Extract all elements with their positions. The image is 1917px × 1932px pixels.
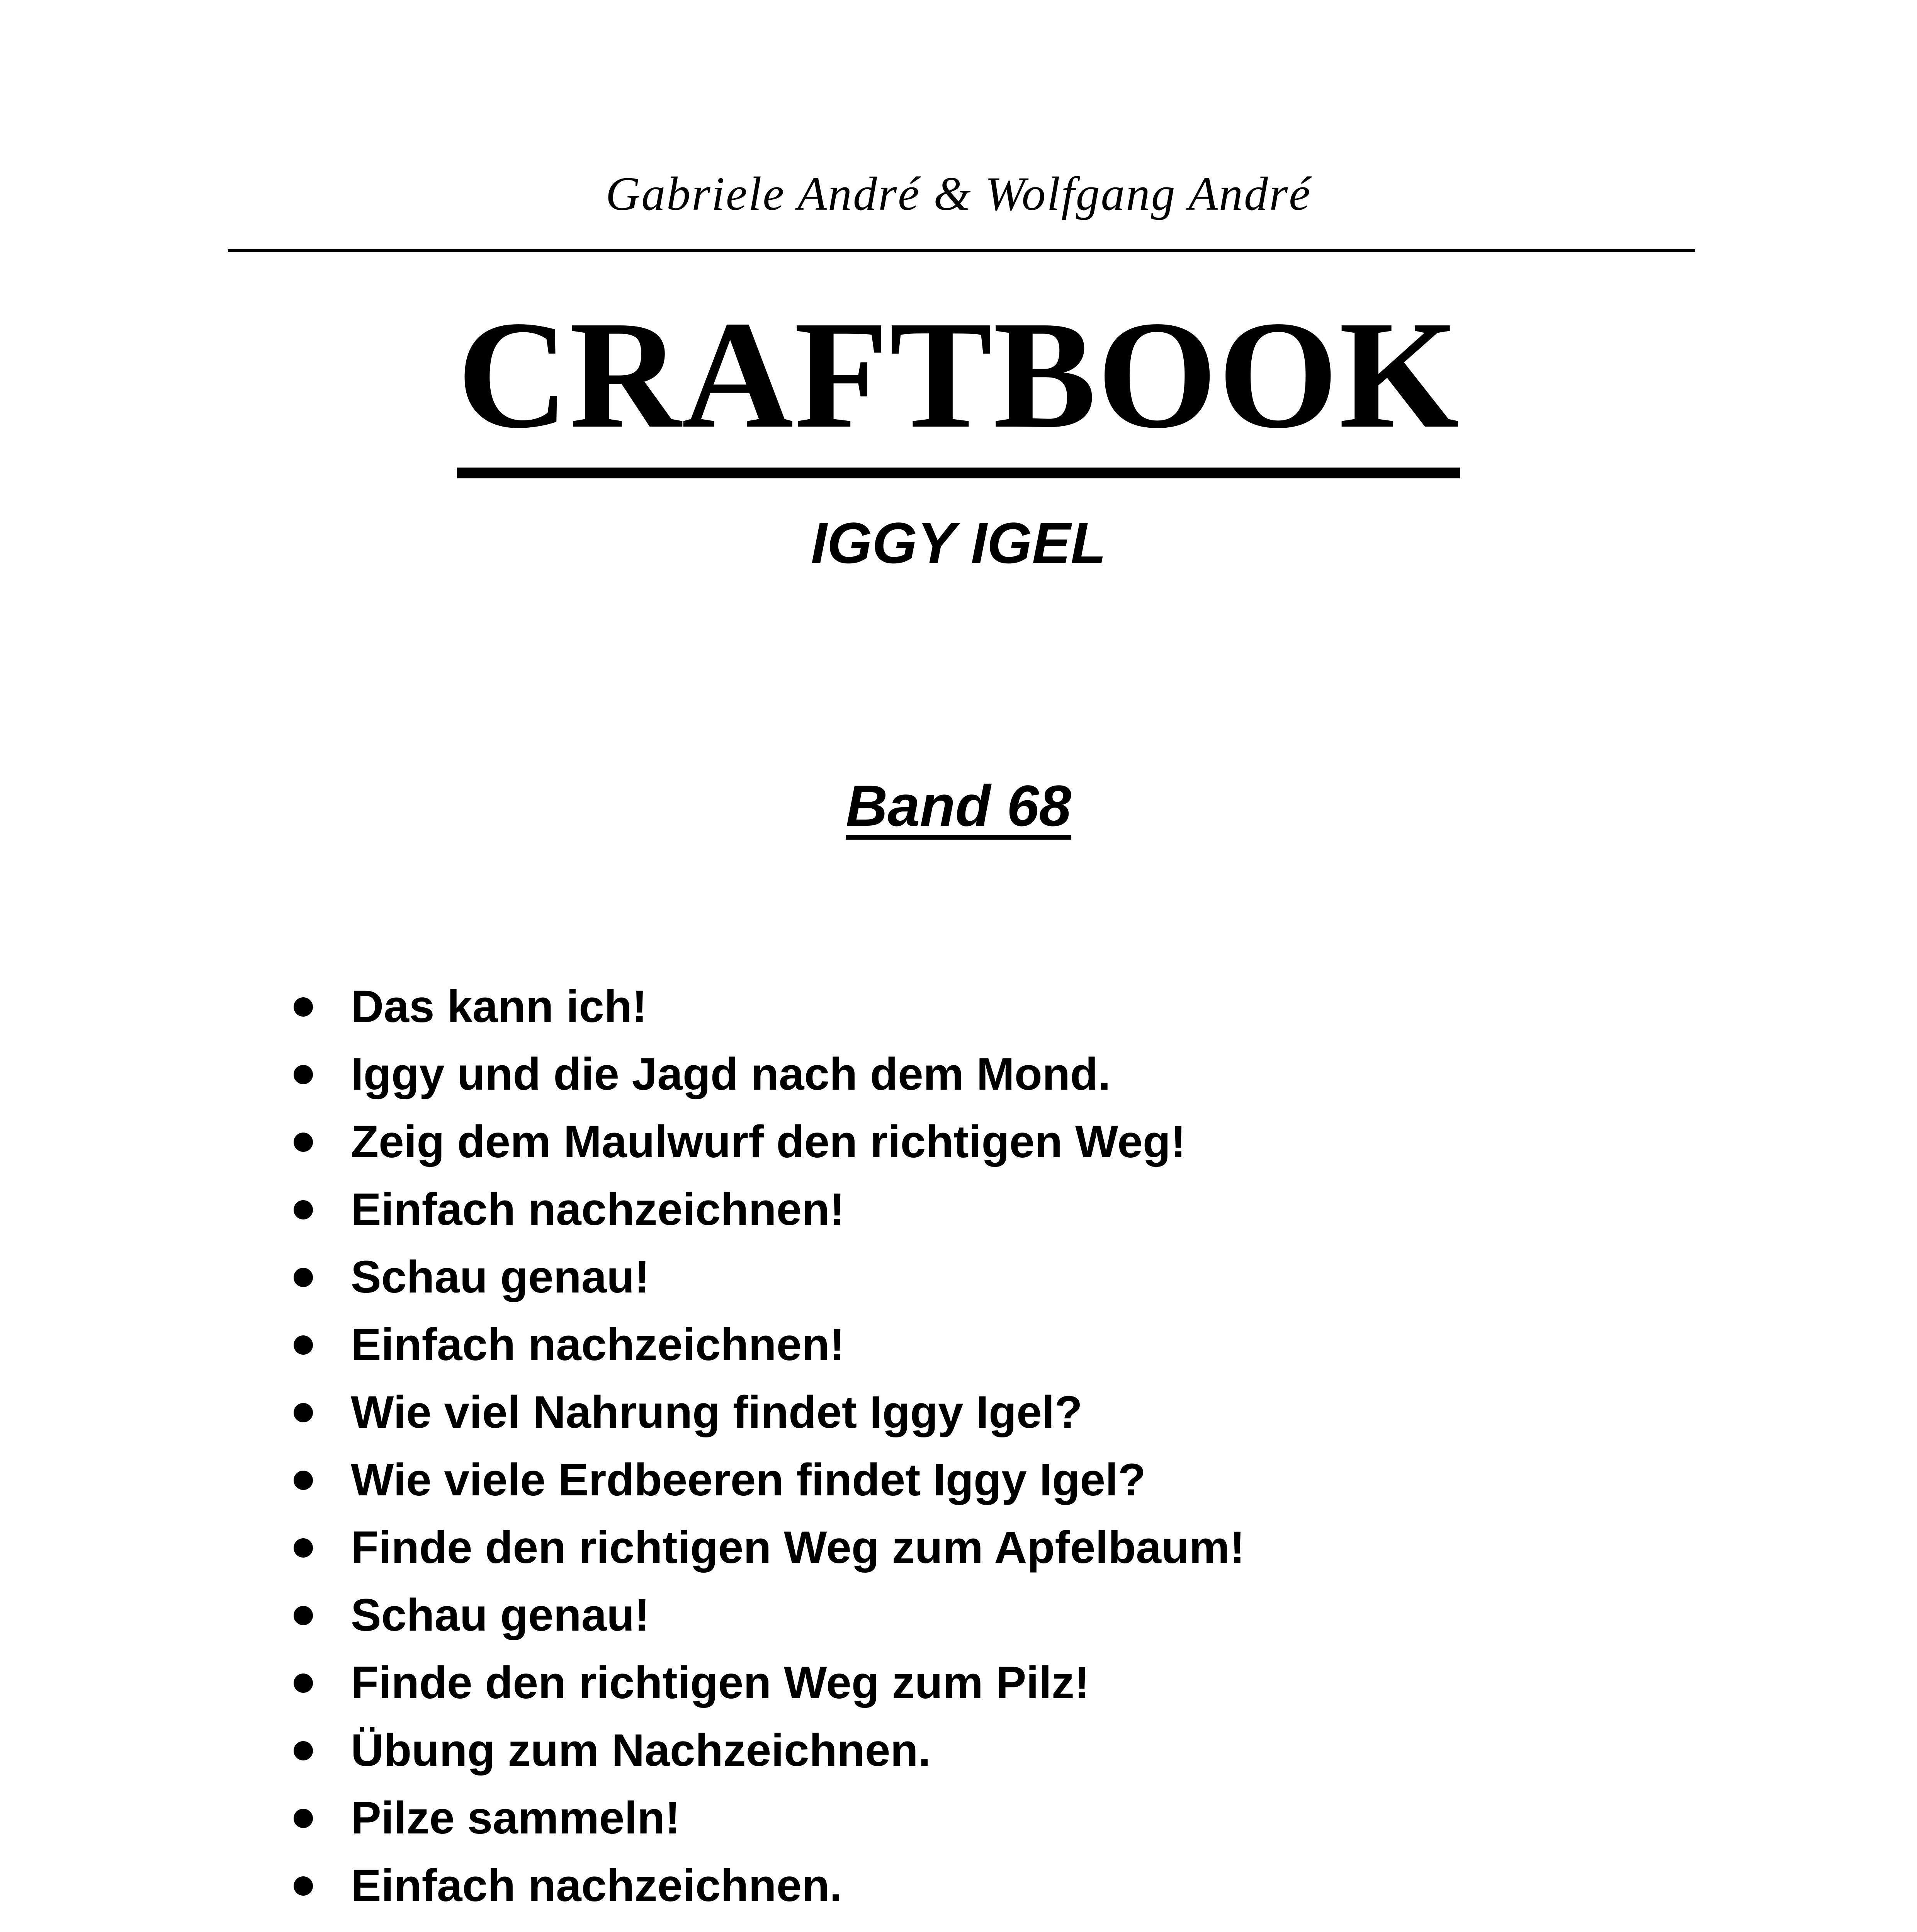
list-item-label: Wie viel Nahrung findet Iggy Igel? <box>351 1387 1083 1438</box>
list-item <box>294 1795 1245 1862</box>
list-item-label: Das kann ich! <box>351 981 647 1032</box>
bullet-icon <box>294 1065 313 1084</box>
list-item <box>294 1051 1245 1119</box>
list-item-label: Wie viele Erdbeeren findet Iggy Igel? <box>351 1454 1146 1505</box>
list-item <box>294 1321 1245 1389</box>
bullet-icon <box>294 1268 313 1287</box>
bullet-icon <box>294 1538 313 1558</box>
bullet-icon <box>294 1876 313 1896</box>
list-item <box>294 983 1245 1051</box>
list-item <box>294 1454 1245 1524</box>
book-title: CRAFTBOOK <box>457 298 1460 478</box>
list-item <box>294 1862 1245 1930</box>
list-item <box>294 1727 1245 1795</box>
list-item-label: Einfach nachzeichnen! <box>351 1319 845 1370</box>
bullet-icon <box>294 1335 313 1355</box>
author-header: Gabriele André & Wolfgang André <box>605 167 1312 220</box>
bullet-icon <box>294 1673 313 1693</box>
list-item <box>294 1254 1245 1321</box>
bullet-icon <box>294 997 313 1017</box>
bullet-icon <box>294 1471 313 1490</box>
list-item-label: Finde den richtigen Weg zum Apfelbaum! <box>351 1522 1245 1573</box>
list-item-label: Zeig dem Maulwurf den richtigen Weg! <box>351 1116 1186 1167</box>
list-item-label: Pilze sammeln! <box>351 1793 680 1844</box>
book-subtitle: IGGY IGEL <box>811 510 1106 575</box>
list-item <box>294 1524 1245 1592</box>
list-item-label: Einfach nachzeichnen! <box>351 1184 845 1235</box>
list-item <box>294 1116 1245 1186</box>
bullet-icon <box>294 1809 313 1828</box>
list-item <box>294 1389 1245 1457</box>
bullet-icon <box>294 1606 313 1625</box>
list-item <box>294 1186 1245 1254</box>
volume-label-text: Band 68 <box>846 773 1071 838</box>
list-item-label: Übung zum Nachzeichnen. <box>351 1725 931 1776</box>
list-item <box>294 1592 1245 1660</box>
list-item-label: Finde den richtigen Weg zum Pilz! <box>351 1657 1090 1708</box>
list-item-label: Schau genau! <box>351 1590 650 1641</box>
header-divider <box>228 249 1695 252</box>
bullet-icon <box>294 1200 313 1219</box>
bullet-icon <box>294 1741 313 1760</box>
list-item-label: Schau genau! <box>351 1252 650 1303</box>
volume-label <box>0 773 1917 838</box>
bullet-icon <box>294 1133 313 1152</box>
title-container <box>0 289 1917 478</box>
contents-list <box>294 983 1245 1930</box>
bullet-icon <box>294 1403 313 1422</box>
list-item-label: Iggy und die Jagd nach dem Mond. <box>351 1049 1111 1100</box>
list-item <box>294 1657 1245 1727</box>
list-item-label: Einfach nachzeichnen. <box>351 1860 843 1911</box>
